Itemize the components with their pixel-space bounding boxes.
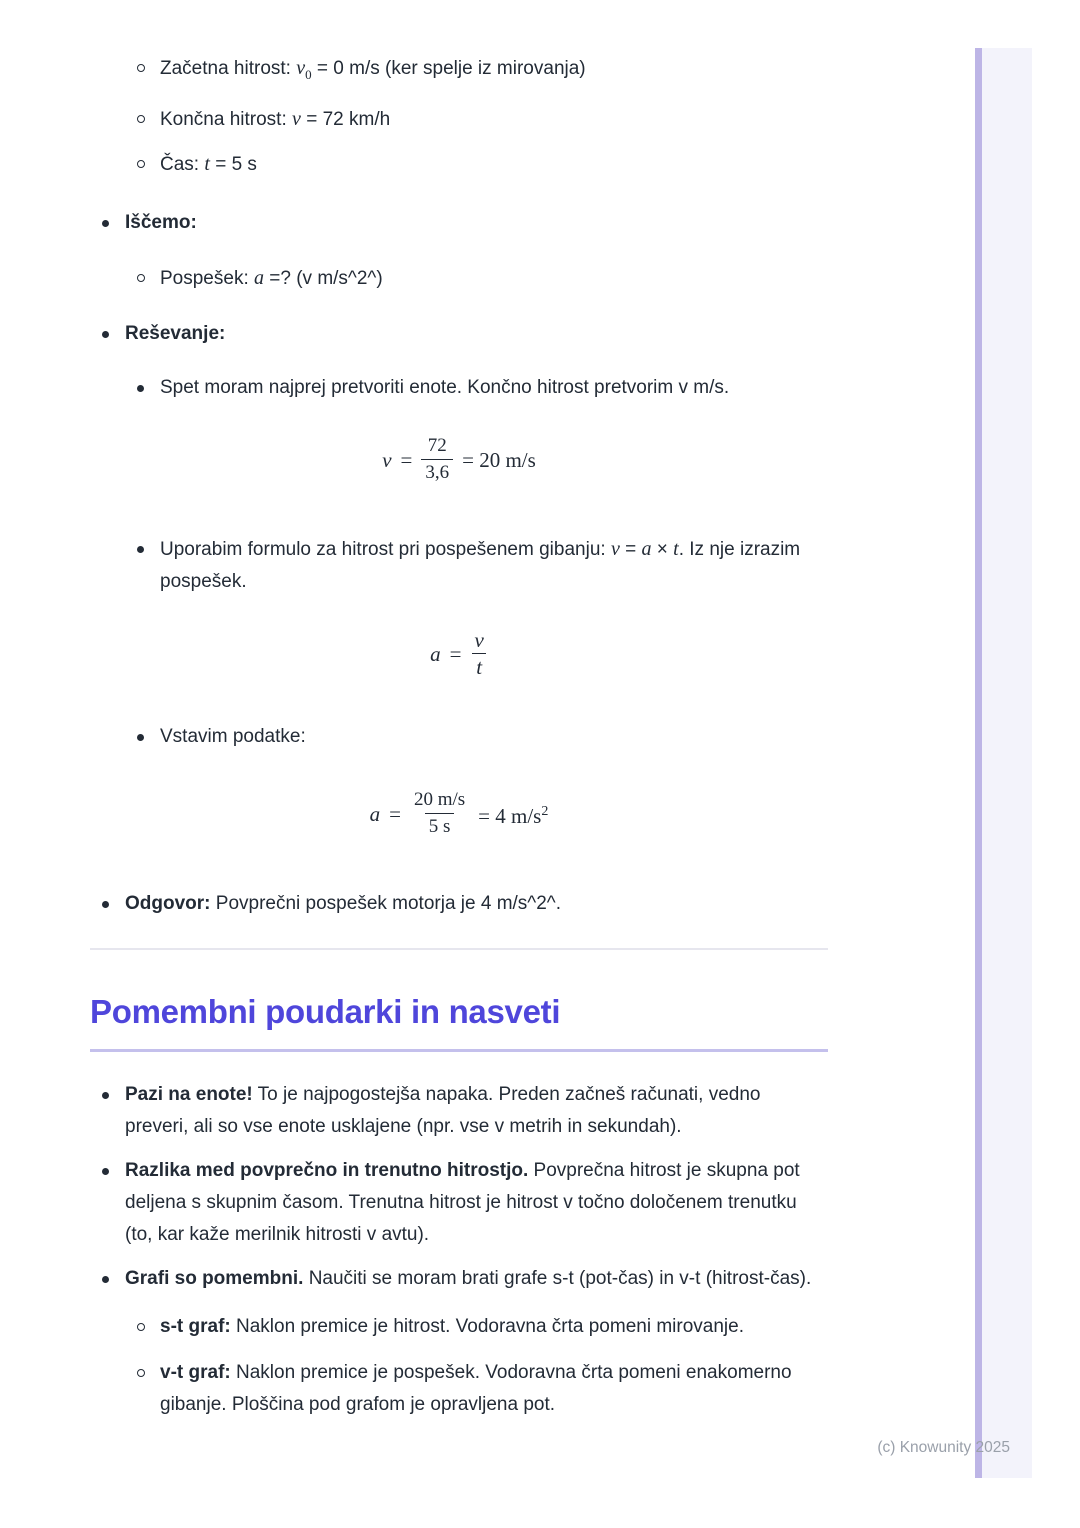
result-text <box>478 796 548 832</box>
math-subscript: 0 <box>305 66 312 82</box>
disc-bullet-icon <box>125 721 160 753</box>
notes-content <box>90 0 828 1421</box>
item-text <box>125 207 828 239</box>
text-segment: =? (v m/s^2^) <box>264 267 383 289</box>
numerator: 20 m/s <box>413 789 466 811</box>
disc-bullet-icon <box>90 888 125 920</box>
disc-bullet-icon <box>125 533 160 565</box>
text-segment: = 5 s <box>209 153 257 175</box>
denominator: 5 s <box>425 813 455 840</box>
result-value: = 4 m/s <box>478 803 542 828</box>
circle-bullet-icon <box>125 1311 160 1343</box>
circle-bullet-icon <box>125 103 160 135</box>
text-segment: Uporabim formulo za hitrost pri pospešenem gibanju: <box>160 538 611 560</box>
bold-label: Razlika med povprečno in trenutno hitrostjo. <box>125 1159 529 1181</box>
numerator: 72 <box>427 435 447 457</box>
math-variable: v <box>292 107 301 130</box>
section-heading: Pomembni poudarki in nasveti <box>90 992 561 1030</box>
item-text <box>160 103 828 136</box>
math-variable: a <box>430 641 441 666</box>
circle-bullet-icon <box>125 262 160 294</box>
item-text <box>160 148 828 181</box>
heading-underline <box>90 1049 828 1052</box>
math-variable: v <box>296 57 306 79</box>
bullet-item-step-pretvorba <box>125 372 828 404</box>
text-segment: Povprečna hitrost je skupna pot deljena s skupnim časom. Trenutna hitrost je hitrost v točno določenem trenutku (to, kar kaže merilnik hitrosti v avtu). <box>125 1159 800 1245</box>
formula-acceleration-result <box>90 784 828 844</box>
bullet-item-odgovor <box>90 888 828 920</box>
disc-bullet-icon <box>125 372 160 404</box>
scrollbar-thumb[interactable] <box>975 48 982 1478</box>
text-segment: Čas: <box>160 153 205 175</box>
text-segment: = 72 km/h <box>300 108 391 130</box>
bullet-item-zacetna-hitrost <box>125 52 828 91</box>
denominator: t <box>472 653 486 680</box>
disc-bullet-icon <box>90 207 125 239</box>
item-text: Vstavim podatke: <box>160 725 306 747</box>
fraction <box>421 433 453 486</box>
item-text <box>125 318 828 350</box>
text-segment: Naklon premice je hitrost. Vodoravna črta pomeni mirovanje. <box>230 1315 744 1337</box>
bullet-item-st-graf <box>125 1311 828 1343</box>
bullet-item-koncna-hitrost <box>125 103 828 136</box>
denominator: 3,6 <box>421 459 453 486</box>
item-text <box>125 1263 828 1295</box>
operator-segment: = <box>619 538 642 560</box>
bullet-item-step-formula <box>125 533 828 598</box>
bold-label: Reševanje: <box>125 322 226 344</box>
circle-bullet-icon <box>125 148 160 180</box>
text-segment: Naučiti se moram brati grafe s-t (pot-čas) in v-t (hitrost-čas). <box>303 1267 812 1289</box>
bold-label: Grafi so pomembni. <box>125 1267 304 1289</box>
numerator: v <box>474 628 484 653</box>
math-variable: a <box>254 266 264 289</box>
equals-sign: = <box>389 801 401 826</box>
disc-bullet-icon <box>90 318 125 350</box>
text-segment: Naklon premice je pospešek. Vodoravna črta pomeni enakomerno gibanje. Ploščina pod grafom je opravljena pot. <box>160 1361 792 1415</box>
text-segment: Pospešek: <box>160 267 254 289</box>
bold-label: s-t graf: <box>160 1315 231 1337</box>
section-divider <box>90 948 828 950</box>
disc-bullet-icon <box>90 1155 125 1187</box>
math-variable: a <box>369 801 381 826</box>
math-variable: a <box>641 537 652 560</box>
bullet-item-resevanje <box>90 318 828 350</box>
bold-label: Iščemo: <box>125 211 197 233</box>
bullet-item-step-vstavim <box>125 721 828 753</box>
item-text <box>160 52 828 91</box>
math-variable: v <box>382 447 392 472</box>
item-text <box>160 1357 828 1421</box>
bold-label: Pazi na enote! <box>125 1083 253 1105</box>
item-text <box>160 1311 828 1343</box>
bullet-item-vt-graf <box>125 1357 828 1421</box>
item-text: Spet moram najprej pretvoriti enote. Končno hitrost pretvorim v m/s. <box>160 376 730 398</box>
text-segment: = 0 m/s (ker spelje iz mirovanja) <box>311 58 586 79</box>
formula-velocity-conversion <box>90 430 828 490</box>
bold-label: v-t graf: <box>160 1361 231 1383</box>
circle-bullet-icon <box>125 52 160 84</box>
superscript: 2 <box>541 803 549 819</box>
text-segment: . Iz nje izrazim pospešek. <box>160 538 801 592</box>
formula-acceleration-definition <box>90 624 828 684</box>
item-text <box>125 1079 828 1143</box>
disc-bullet-icon <box>90 1079 125 1111</box>
equals-sign: = <box>449 641 462 666</box>
item-text <box>160 262 828 295</box>
fraction <box>471 627 488 680</box>
bullet-item-pazi-na-enote <box>90 1079 828 1143</box>
text-segment: To je najpogostejša napaka. Preden začneš računati, vedno preveri, ali so vse enote usklajene (npr. vse v metrih in sekundah). <box>125 1083 761 1137</box>
fraction <box>410 787 469 840</box>
side-panel <box>982 48 1032 1478</box>
bullet-item-pospesek <box>125 262 828 295</box>
copyright-footer: (c) Knowunity 2025 <box>877 1439 1010 1456</box>
text-segment: Končna hitrost: <box>160 108 293 130</box>
bullet-item-iscemo <box>90 207 828 239</box>
bullet-item-cas <box>125 148 828 181</box>
bullet-item-razlika-hitrosti <box>90 1155 828 1251</box>
math-variable: v <box>610 537 620 560</box>
math-variable: t <box>204 152 210 175</box>
operator-segment: × <box>651 538 674 560</box>
text-segment: Začetna hitrost: <box>160 58 297 79</box>
equals-sign: = <box>400 447 413 472</box>
item-text <box>160 533 828 598</box>
item-text <box>125 888 828 920</box>
bullet-item-grafi <box>90 1263 828 1295</box>
math-variable: t <box>673 537 679 560</box>
bold-label: Odgovor: <box>125 892 211 914</box>
result-text: = 20 m/s <box>462 447 536 472</box>
disc-bullet-icon <box>90 1263 125 1295</box>
item-text <box>125 1155 828 1251</box>
text-segment: Povprečni pospešek motorja je 4 m/s^2^. <box>210 892 561 914</box>
circle-bullet-icon <box>125 1357 160 1389</box>
